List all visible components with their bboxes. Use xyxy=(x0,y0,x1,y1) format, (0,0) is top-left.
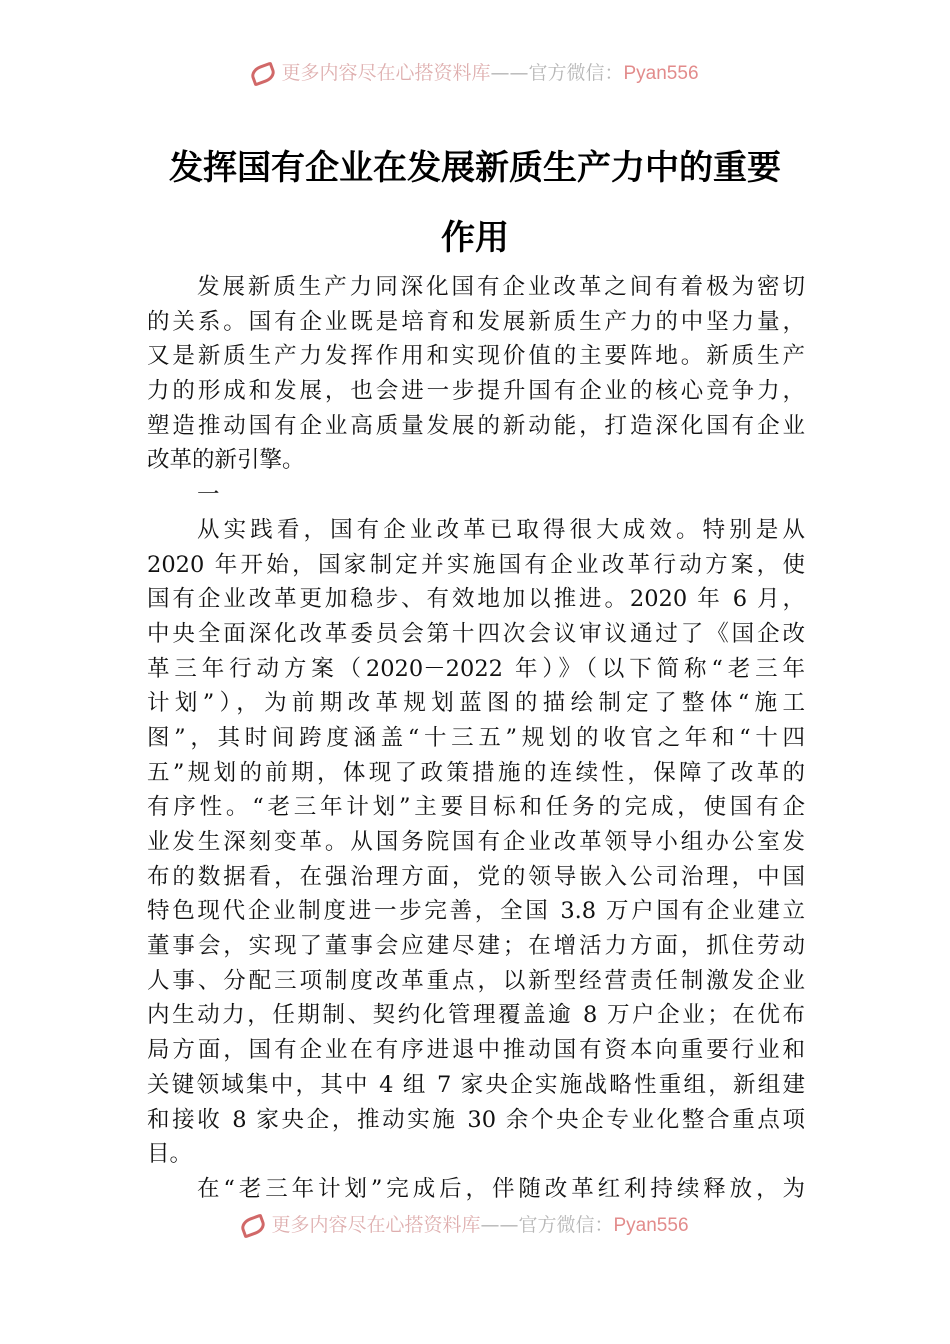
text-line: 布的数据看，在强治理方面，党的领导嵌入公司治理，中国 xyxy=(147,863,805,890)
text-line: 人事、分配三项制度改革重点，以新型经营责任制激发企业 xyxy=(147,967,805,994)
document-title-line-2: 作用 xyxy=(441,218,509,258)
logo-icon xyxy=(249,61,278,86)
text-line: 2020 年开始，国家制定并实施国有企业改革行动方案，使 xyxy=(147,551,805,578)
text-line: 改革的新引擎。 xyxy=(147,447,305,474)
document-body xyxy=(147,270,805,1207)
text-line: 内生动力，任期制、契约化管理覆盖逾 8 万户企业；在优布 xyxy=(147,1002,805,1029)
watermark-wechat-label: ——官方微信： xyxy=(480,1214,614,1236)
text-line: 又是新质生产力发挥作用和实现价值的主要阵地。新质生产 xyxy=(147,343,805,370)
watermark-text: 更多内容尽在心搭资料库 xyxy=(271,1214,481,1236)
text-line: 计划”），为前期改革规划蓝图的描绘制定了整体“施工 xyxy=(147,690,805,717)
logo-icon xyxy=(239,1213,268,1238)
text-line: 的关系。国有企业既是培育和发展新质生产力的中坚力量， xyxy=(147,308,805,335)
text-line: 有序性。“老三年计划”主要目标和任务的完成，使国有企 xyxy=(147,794,805,821)
document-title-line-1: 发挥国有企业在发展新质生产力中的重要 xyxy=(169,148,781,188)
text-line: 特色现代企业制度进一步完善，全国 3.8 万户国有企业建立 xyxy=(147,898,805,925)
text-line: 目。 xyxy=(147,1141,193,1168)
text-line: 发展新质生产力同深化国有企业改革之间有着极为密切 xyxy=(197,274,805,300)
text-line: 在“老三年计划”完成后，伴随改革红利持续释放，为 xyxy=(197,1175,805,1202)
text-line: 力的形成和发展，也会进一步提升国有企业的核心竞争力， xyxy=(147,378,805,405)
text-line: 革三年行动方案（2020－2022 年）》（以下简称“老三年 xyxy=(147,655,805,682)
text-line: 塑造推动国有企业高质量发展的新动能，打造深化国有企业 xyxy=(147,412,805,439)
text-line: 业发生深刻变革。从国务院国有企业改革领导小组办公室发 xyxy=(147,829,805,855)
watermark-wechat-id: Pyan556 xyxy=(623,63,699,84)
text-line: 五”规划的前期，体现了政策措施的连续性，保障了改革的 xyxy=(147,759,805,786)
footer-watermark xyxy=(0,1210,940,1237)
watermark-text: 更多内容尽在心搭资料库 xyxy=(281,62,491,84)
text-line: 一 xyxy=(197,482,220,509)
text-line: 国有企业改革更加稳步、有效地加以推进。2020 年 6 月， xyxy=(147,586,805,613)
text-line: 董事会，实现了董事会应建尽建；在增活力方面，抓住劳动 xyxy=(147,933,805,960)
watermark-wechat-id: Pyan556 xyxy=(613,1215,689,1236)
text-line: 关键领域集中，其中 4 组 7 家央企实施战略性重组，新组建 xyxy=(147,1071,805,1098)
text-line: 图”，其时间跨度涵盖“十三五”规划的收官之年和“十四 xyxy=(147,724,805,751)
text-line: 和接收 8 家央企，推动实施 30 余个央企专业化整合重点项 xyxy=(147,1106,805,1133)
watermark-wechat-label: ——官方微信： xyxy=(490,62,624,84)
header-watermark xyxy=(0,58,950,85)
text-line: 从实践看，国有企业改革已取得很大成效。特别是从 xyxy=(197,516,805,543)
text-line: 局方面，国有企业在有序进退中推动国有资本向重要行业和 xyxy=(147,1037,805,1064)
text-line: 中央全面深化改革委员会第十四次会议审议通过了《国企改 xyxy=(147,620,805,647)
